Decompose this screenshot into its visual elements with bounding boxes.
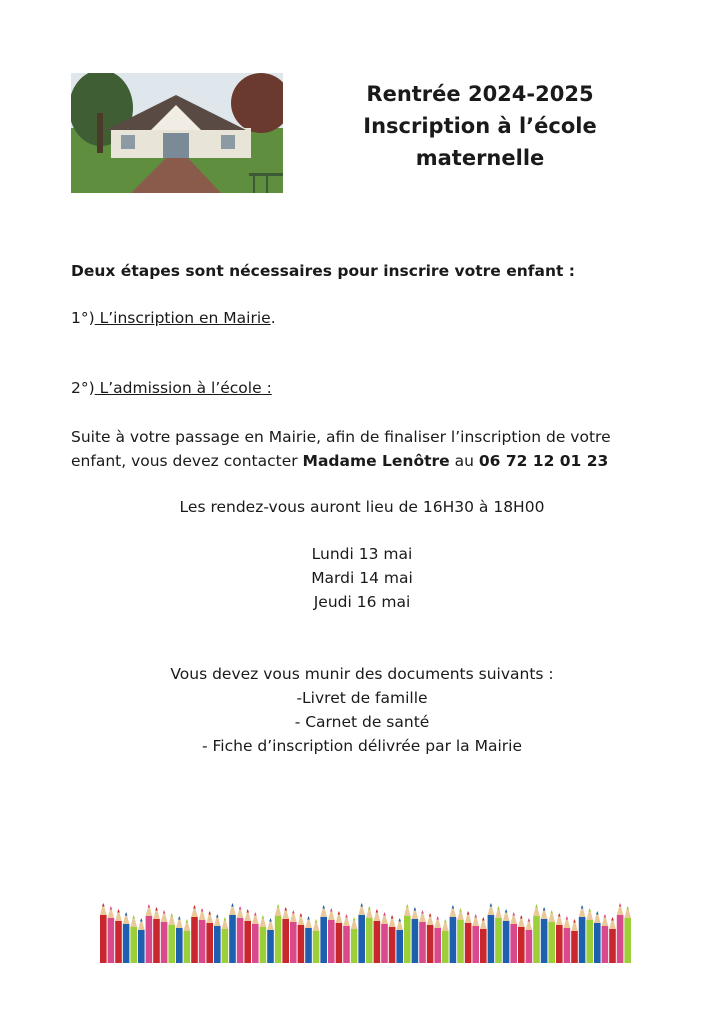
document-item-1: -Livret de famille xyxy=(296,689,428,707)
pencil xyxy=(419,910,426,963)
pencil xyxy=(130,915,137,963)
pencil xyxy=(260,915,267,963)
pencil xyxy=(579,905,586,963)
pencil xyxy=(389,915,396,963)
pencil xyxy=(206,911,213,963)
intro-text: Deux étapes sont nécessaires pour inscrire votre enfant : xyxy=(71,262,575,280)
pencil xyxy=(412,907,419,963)
document-item-2: - Carnet de santé xyxy=(294,713,430,731)
contact-name: Madame Lenôtre xyxy=(302,452,450,470)
pencil xyxy=(548,910,555,963)
pencil xyxy=(343,914,350,963)
pencil xyxy=(237,906,244,963)
pencil xyxy=(434,916,441,963)
pencil xyxy=(298,913,305,963)
title-line-1: Rentrée 2024-2025 xyxy=(366,82,594,106)
pencil xyxy=(571,919,578,963)
step-1 xyxy=(71,309,276,327)
pencil xyxy=(252,912,259,963)
step-1-number: 1°) xyxy=(71,309,95,327)
school-photo xyxy=(71,73,283,193)
pencil xyxy=(146,904,153,963)
appointment-hours: Les rendez-vous auront lieu de 16H30 à 18H00 xyxy=(179,498,545,516)
pencil xyxy=(138,918,145,963)
step-1-label: L’inscription en Mairie xyxy=(94,309,271,327)
page-title xyxy=(330,78,630,174)
contact-phone: 06 72 12 01 23 xyxy=(478,452,609,470)
step-2-number: 2°) xyxy=(71,379,95,397)
pencil xyxy=(328,908,335,963)
pencil xyxy=(472,914,479,963)
pencil xyxy=(100,903,107,963)
pencil xyxy=(526,918,533,963)
pencil xyxy=(541,907,548,963)
pencil xyxy=(108,906,115,963)
pencil xyxy=(609,917,616,963)
school-building-icon xyxy=(71,73,283,193)
pencil xyxy=(457,908,464,963)
pencil xyxy=(594,911,601,963)
title-line-2: Inscription à l’école xyxy=(363,114,597,138)
date-2: Mardi 14 mai xyxy=(311,569,413,587)
pencil xyxy=(358,903,365,963)
pencil xyxy=(404,904,411,963)
pencil xyxy=(199,908,206,963)
pencil xyxy=(495,906,502,963)
pencil xyxy=(320,905,327,963)
step-1-end: . xyxy=(270,309,276,327)
pencil xyxy=(305,916,312,963)
contact-mid: au xyxy=(449,452,479,470)
pencil xyxy=(153,907,160,963)
pencil xyxy=(480,917,487,963)
pencil xyxy=(617,903,624,963)
pencil xyxy=(366,906,373,963)
pencil xyxy=(374,909,381,963)
pencil xyxy=(518,915,525,963)
pencil xyxy=(176,916,183,963)
pencil xyxy=(351,917,358,963)
contact-line-2 xyxy=(71,452,608,470)
pencil xyxy=(161,910,168,963)
pencil xyxy=(564,916,571,963)
pencil xyxy=(442,919,449,963)
pencil xyxy=(503,909,510,963)
pencil xyxy=(168,913,175,963)
title-line-3: maternelle xyxy=(415,146,545,170)
pencil xyxy=(115,909,122,963)
pencil xyxy=(488,903,495,963)
pencil xyxy=(450,905,457,963)
pencil xyxy=(602,914,609,963)
pencil xyxy=(214,914,221,963)
pencil xyxy=(123,912,130,963)
pencil xyxy=(313,919,320,963)
step-2 xyxy=(71,379,272,397)
date-3: Jeudi 16 mai xyxy=(313,593,411,611)
pencil xyxy=(244,909,251,963)
pencil xyxy=(381,912,388,963)
pencil xyxy=(275,904,282,963)
pencil xyxy=(290,910,297,963)
pencil xyxy=(510,912,517,963)
pencil xyxy=(624,906,631,963)
pencil xyxy=(556,913,563,963)
date-1: Lundi 13 mai xyxy=(311,545,413,563)
pencil xyxy=(191,905,198,963)
document-item-3: - Fiche d’inscription délivrée par la Mairie xyxy=(201,737,522,755)
pencil xyxy=(465,911,472,963)
step-2-label: L’admission à l’école : xyxy=(94,379,272,397)
documents-heading: Vous devez vous munir des documents suivants : xyxy=(170,665,554,683)
pencil xyxy=(586,908,593,963)
pencil xyxy=(282,907,289,963)
contact-prefix: enfant, vous devez contacter xyxy=(71,452,303,470)
colored-pencils-icon xyxy=(100,895,640,965)
pencil xyxy=(267,918,274,963)
pencil xyxy=(336,911,343,963)
pencil xyxy=(396,918,403,963)
pencil xyxy=(229,903,236,963)
pencil xyxy=(427,913,434,963)
pencil xyxy=(222,917,229,963)
contact-line-1: Suite à votre passage en Mairie, afin de finaliser l’inscription de votre xyxy=(71,428,611,446)
pencil xyxy=(184,919,191,963)
pencil xyxy=(533,904,540,963)
